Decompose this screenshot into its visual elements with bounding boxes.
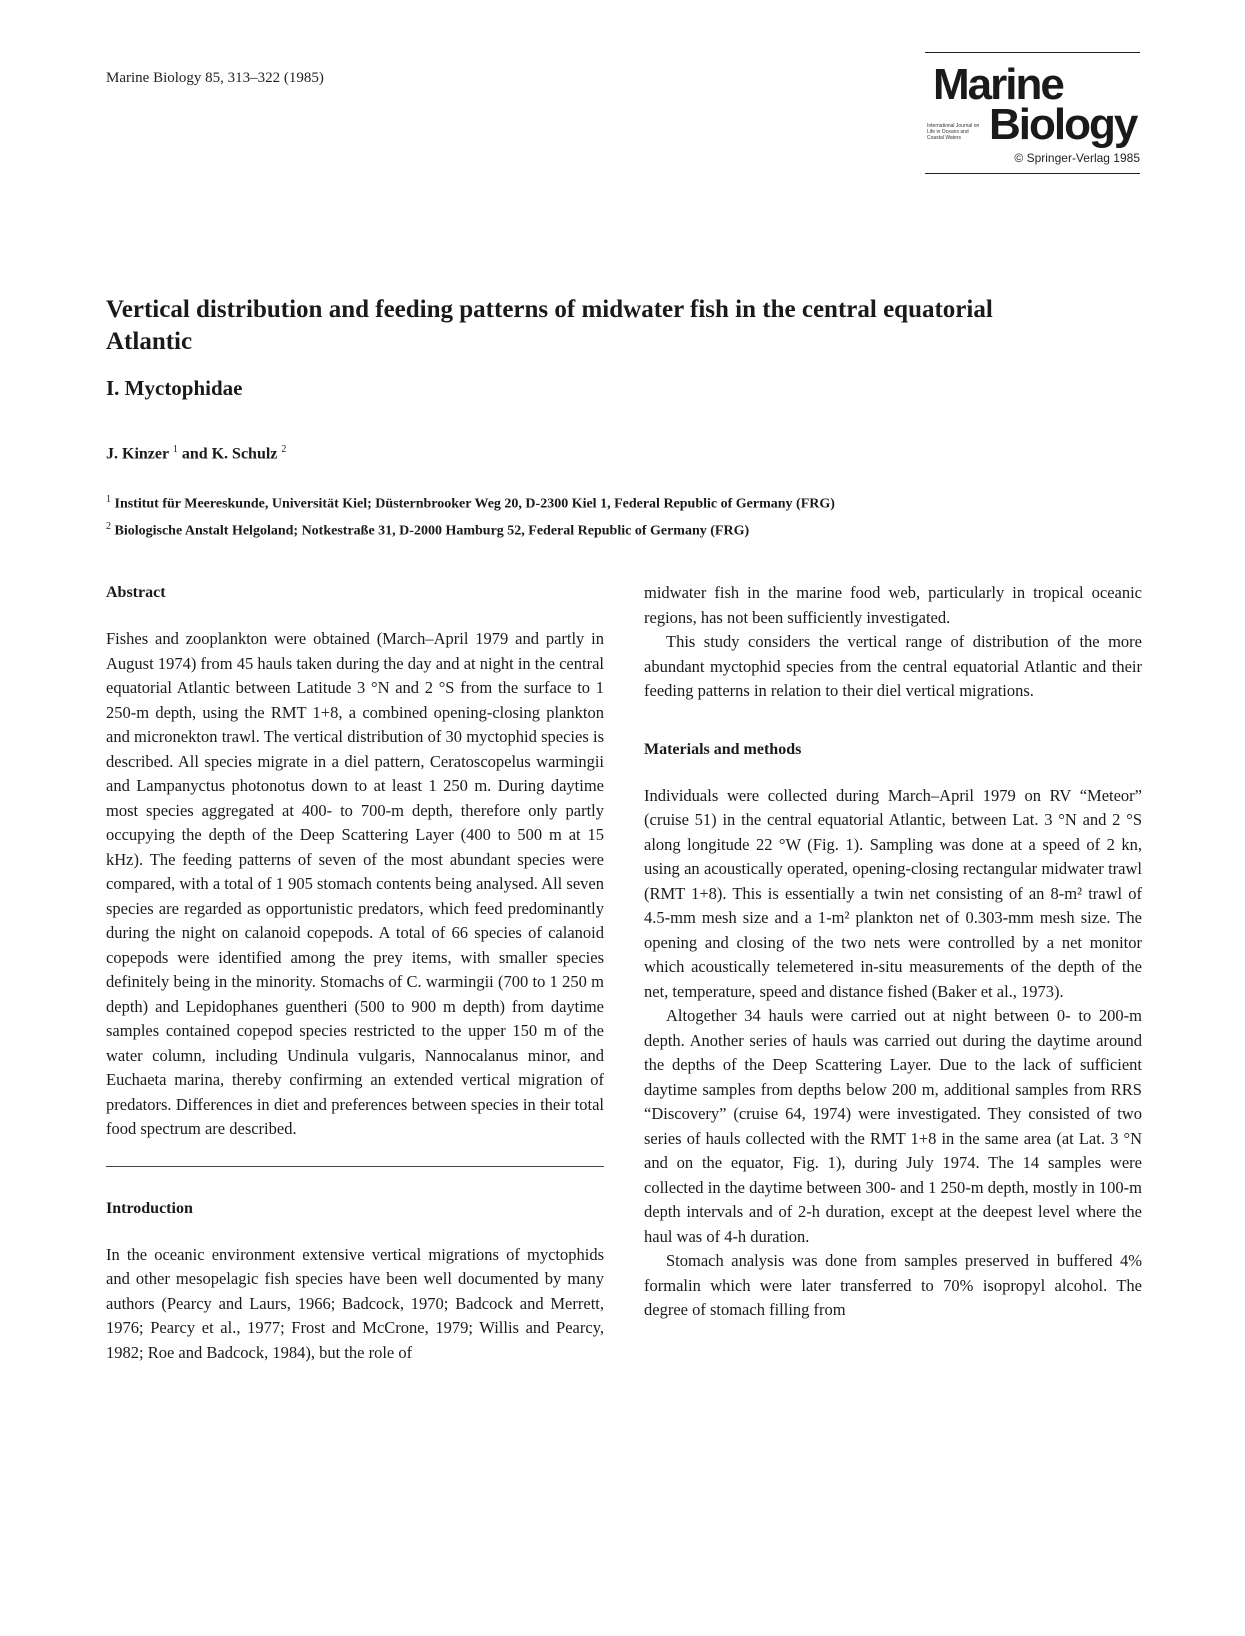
article-subtitle: I. Myctophidae bbox=[106, 376, 243, 400]
abstract-heading: Abstract bbox=[106, 584, 166, 601]
author-line bbox=[106, 444, 286, 463]
author-affiliation-mark: 1 bbox=[172, 444, 178, 455]
methods-paragraph-2: Altogether 34 hauls were carried out at night between 0- to 200-m depth. Another series of hauls was carried out during the daytime around the depths of the Deep Scattering Layer. Due to the lack of sufficient daytime samples from depths below 200 m, additional samples from RRS “Discovery” (cruise 64, 1974) were investigated. They consisted of two series of hauls collected with the RMT 1+8 in the same area (at Lat. 3 °N and on the equator, Fig. 1), during July 1974. The 14 samples were collected in the daytime between 300- and 1 250-m depth, mostly in 100-m depth intervals and of 2-h duration, except at the deepest level where the haul was of 4-h duration. bbox=[644, 1006, 1142, 1246]
logo-bottom-rule bbox=[925, 173, 1140, 174]
introduction-text: In the oceanic environment extensive vertical migrations of myctophids and other mesopelagic fish species have been well documented by many authors (Pearcy and Laurs, 1966; Badcock, 1970; Badcock and Merrett, 1976; Pearcy et al., 1977; Frost and McCrone, 1979; Willis and Pearcy, 1982; Roe and Badcock, 1984), but the role of bbox=[106, 1244, 604, 1362]
section-divider bbox=[106, 1166, 604, 1167]
affiliation-mark: 2 bbox=[106, 521, 111, 532]
affiliation-text: Institut für Meereskunde, Universität Kiel; Düsternbrooker Weg 20, D-2300 Kiel 1, Federal Republic of Germany (FRG) bbox=[114, 496, 835, 512]
left-column bbox=[106, 581, 604, 1365]
abstract-text: Fishes and zooplankton were obtained (March–April 1979 and partly in August 1974) from 45 hauls taken during the day and at night in the central equatorial Atlantic between Latitude 3 °N and 2 °S from the surface to 1 250-m depth, using the RMT 1+8, a combined opening-closing plankton and micronekton trawl. The vertical distribution of 30 myctophid species is described. All species migrate in a diel pattern, Ceratoscopelus warmingii and Lampanyctus photonotus down to at least 1 250 m. During daytime most species aggregated at 400- to 700-m depth, therefore only partly occupying the depth of the Deep Scattering Layer (400 to 500 m at 15 kHz). The feeding patterns of seven of the most abundant species were compared, with a total of 1 905 stomach contents being analysed. All seven species are regarded as opportunistic predators, which feed predominantly during the night on calanoid copepods. A total of 66 species of calanoid copepods were identified among the prey items, with smaller species definitely being in the minority. Stomachs of C. warmingii (700 to 1 250 m depth) and Lepidophanes guentheri (500 to 900 m depth) from daytime samples contained copepod species restricted to the upper 150 m of the water column, including Undinula vulgaris, Nannocalanus minor, and Euchaeta marina, thereby confirming an extended vertical migration of predators. Differences in diet and preferences between species in their total food spectrum are described. bbox=[106, 629, 604, 1138]
journal-citation: Marine Biology 85, 313–322 (1985) bbox=[106, 70, 324, 86]
copyright-notice: © Springer-Verlag 1985 bbox=[1014, 151, 1140, 165]
affiliation-mark: 1 bbox=[106, 494, 111, 505]
methods-paragraph-1: Individuals were collected during March–April 1979 on RV “Meteor” (cruise 51) in the central equatorial Atlantic, between Lat. 3 °N and 2 °S along longitude 22 °W (Fig. 1). Sampling was done at a speed of 2 kn, using an acoustically operated, opening-closing rectangular midwater trawl (RMT 1+8). This is essentially a twin net consisting of an 8-m² trawl of 4.5-mm mesh size and a 1-m² plankton net of 0.303-mm mesh size. The opening and closing of the two nets were controlled by a net monitor which acoustically telemetered in-situ measurements of the depth of the net, temperature, speed and distance fished (Baker et al., 1973). bbox=[644, 785, 1142, 1001]
journal-logo bbox=[925, 52, 1140, 174]
right-column bbox=[644, 581, 1142, 1323]
author-separator: and bbox=[177, 445, 212, 463]
introduction-paragraph-2: This study considers the vertical range of distribution of the more abundant myctophid species from the central equatorial Atlantic and their feeding patterns in relation to their diel vertical migrations. bbox=[644, 632, 1142, 700]
logo-word-biology: Biology bbox=[989, 100, 1137, 149]
affiliation-2 bbox=[106, 521, 1106, 540]
introduction-heading: Introduction bbox=[106, 1199, 193, 1217]
introduction-text-continued: midwater fish in the marine food web, particularly in tropical oceanic regions, has not been sufficiently investigated. bbox=[644, 583, 1142, 627]
affiliation-1 bbox=[106, 494, 1106, 513]
author-name: K. Schulz bbox=[211, 445, 278, 463]
logo-tagline: International Journal on Life in Oceans and Coastal Waters bbox=[927, 123, 980, 141]
methods-paragraph-3: Stomach analysis was done from samples preserved in buffered 4% formalin which were later transferred to 70% isopropyl alcohol. The degree of stomach filling from bbox=[644, 1251, 1142, 1319]
author-name: J. Kinzer bbox=[106, 445, 169, 463]
logo-word-marine: Marine bbox=[933, 60, 1063, 109]
article-title: Vertical distribution and feeding patterns of midwater fish in the central equatorial Atlantic bbox=[106, 296, 993, 355]
methods-heading: Materials and methods bbox=[644, 740, 802, 758]
author-affiliation-mark: 2 bbox=[281, 444, 287, 455]
logo-top-rule bbox=[925, 52, 1140, 53]
affiliation-text: Biologische Anstalt Helgoland; Notkestraße 31, D-2000 Hamburg 52, Federal Republic of Germany (FRG) bbox=[114, 523, 750, 539]
